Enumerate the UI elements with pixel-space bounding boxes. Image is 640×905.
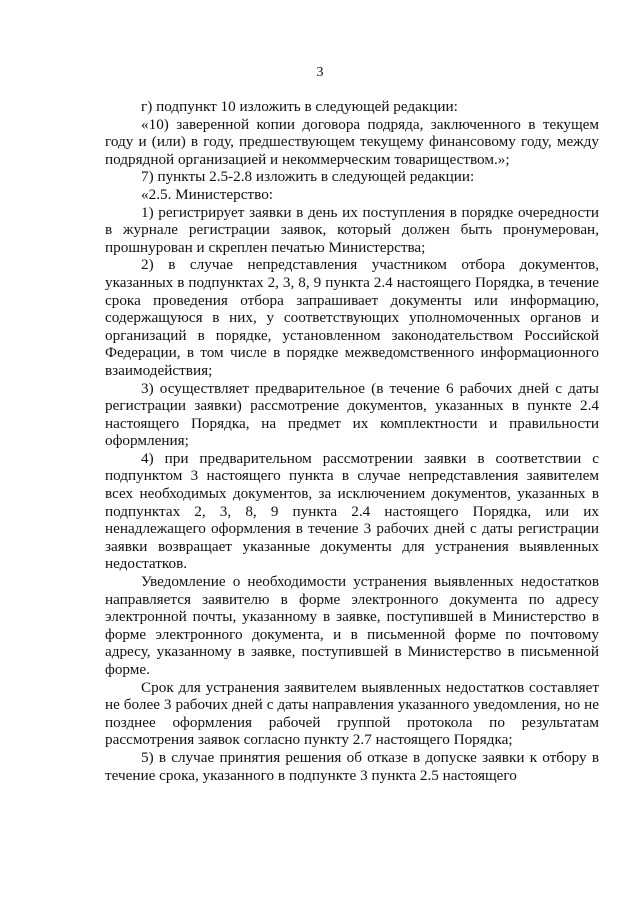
paragraph-item-3: 3) осуществляет предварительное (в течение 6 рабочих дней с даты регистрации заявки) рассмотрение документов, указанных в пункте 2.4 настоящего Порядка, на предмет их комплектности и правильности оформления; — [105, 379, 599, 450]
paragraph-quote-10: «10) заверенной копии договора подряда, заключенного в текущем году и (или) в году, предшествующем текущему финансовому году, между подрядной организацией и некоммерческим товариществом.»; — [105, 115, 599, 168]
paragraph-item-4: 4) при предварительном рассмотрении заявки в соответствии с подпунктом 3 настоящего пункта в случае непредставления заявителем всех необходимых документов, за исключением документов, указанных в подпунктах 2, 3, 8, 9 пункта 2.4 настоящего Порядка, или их ненадлежащего оформления в течение 3 рабочих дней с даты регистрации заявки возвращает указанные документы для устранения выявленных недостатков. — [105, 449, 599, 573]
paragraph-notification: Уведомление о необходимости устранения выявленных недостатков направляется заявителю в форме электронного документа по адресу электронной почты, указанному в заявке, поступившей в Министерство в форме электронного документа, и в письменной форме по почтовому адресу, указанному в заявке, поступившей в Министерство в письменной форме. — [105, 573, 599, 678]
paragraph-section-2-5: «2.5. Министерство: — [141, 185, 274, 203]
page-number: 3 — [316, 65, 324, 80]
paragraph-item-2: 2) в случае непредставления участником отбора документов, указанных в подпунктах 2, 3, 8, 9 пункта 2.4 настоящего Порядка, в течение срока проведения отбора запрашивает документы или информацию, содержащуюся в них, у соответствующих уполномоченных органов и организаций в порядке, установленном законодательством Российской Федерации, в том числе в порядке межведомственного информационного взаимодействия; — [105, 256, 599, 379]
paragraph-subpoint-g: г) подпункт 10 изложить в следующей редакции: — [141, 98, 458, 115]
paragraph-deadline: Срок для устранения заявителем выявленных недостатков составляет не более 3 рабочих дней с даты направления указанного уведомления, но не позднее оформления рабочей группой протокола по результатам рассмотрения заявок согласно пункту 2.7 настоящего Порядка; — [105, 678, 599, 749]
paragraph-item-7: 7) пункты 2.5-2.8 изложить в следующей редакции: — [141, 168, 475, 186]
paragraph-item-5: 5) в случае принятия решения об отказе в допуске заявки к отбору в течение срока, указанного в подпункте 3 пункта 2.5 настоящего — [105, 748, 599, 784]
paragraph-item-1: 1) регистрирует заявки в день их поступления в порядке очередности в журнале регистрации заявок, который должен быть пронумерован, прошнурован и скреплен печатью Министерства; — [105, 203, 599, 256]
document-body — [105, 98, 599, 784]
